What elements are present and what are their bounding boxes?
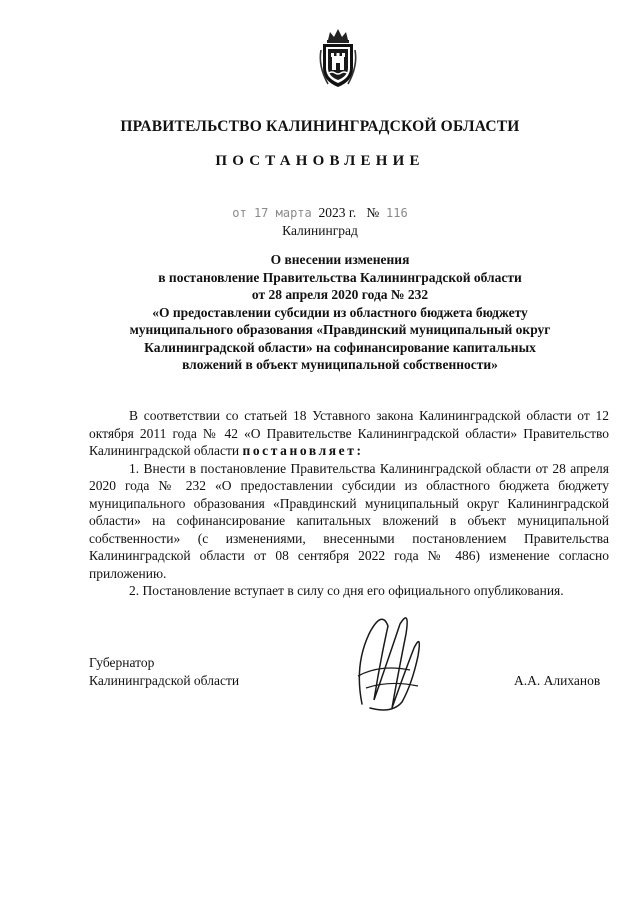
government-title: ПРАВИТЕЛЬСТВО КАЛИНИНГРАДСКОЙ ОБЛАСТИ	[120, 118, 520, 135]
subject-line: Калининградской области» на софинансирование капитальных	[144, 339, 536, 355]
preamble-text: В соответствии со статьей 18 Уставного закона Калининградской области от 12 октября 2011 года № 42 «О Правительстве Калининградской области» Правительство Калининградской области	[89, 408, 609, 458]
resolves-word: постановляет:	[242, 443, 364, 458]
signatory-position	[89, 654, 239, 689]
preamble-paragraph	[89, 407, 609, 460]
decree-date: от 17 марта	[232, 206, 312, 220]
item-1-paragraph: 1. Внести в постановление Правительства Калининградской области от 28 апреля 2020 года № 232 «О предоставлении субсидии из областного бюджета бюджету муниципального образования «Правдинский муниципальный округ Калининградской области» на софинансирование капитальных вложений в объект муниципальной собственности» (с изменениями, внесенными постановлением Правительства Калининградской области от 08 сентября 2022 года № 486) изменение согласно приложению.	[89, 460, 609, 581]
decree-body	[89, 407, 609, 600]
decree-subject	[70, 251, 610, 374]
position-line: Губернатор	[89, 655, 155, 670]
item-2-paragraph: 2. Постановление вступает в силу со дня его официального опубликования.	[129, 583, 564, 598]
number-sign: №	[366, 205, 380, 220]
signatory-name: А.А. Алиханов	[514, 673, 601, 688]
subject-line: от 28 апреля 2020 года № 232	[251, 287, 429, 302]
decree-title: ПОСТАНОВЛЕНИЕ	[215, 153, 425, 169]
date-number-line	[0, 205, 640, 221]
subject-line: вложений в объект муниципальной собственности»	[182, 357, 498, 372]
subject-line: «О предоставлении субсидии из областного бюджета бюджету	[152, 304, 528, 320]
subject-line: в постановление Правительства Калининградской области	[158, 269, 522, 285]
position-line: Калининградской области	[89, 672, 240, 688]
city: Калининград	[282, 223, 358, 238]
subject-line: О внесении изменения	[270, 252, 410, 267]
subject-line: муниципального образования «Правдинский муниципальный округ	[129, 322, 551, 337]
handwritten-signature	[340, 604, 430, 722]
coat-of-arms-emblem	[316, 26, 360, 90]
decree-year: 2023 г.	[318, 205, 357, 220]
decree-number: 116	[386, 206, 408, 220]
